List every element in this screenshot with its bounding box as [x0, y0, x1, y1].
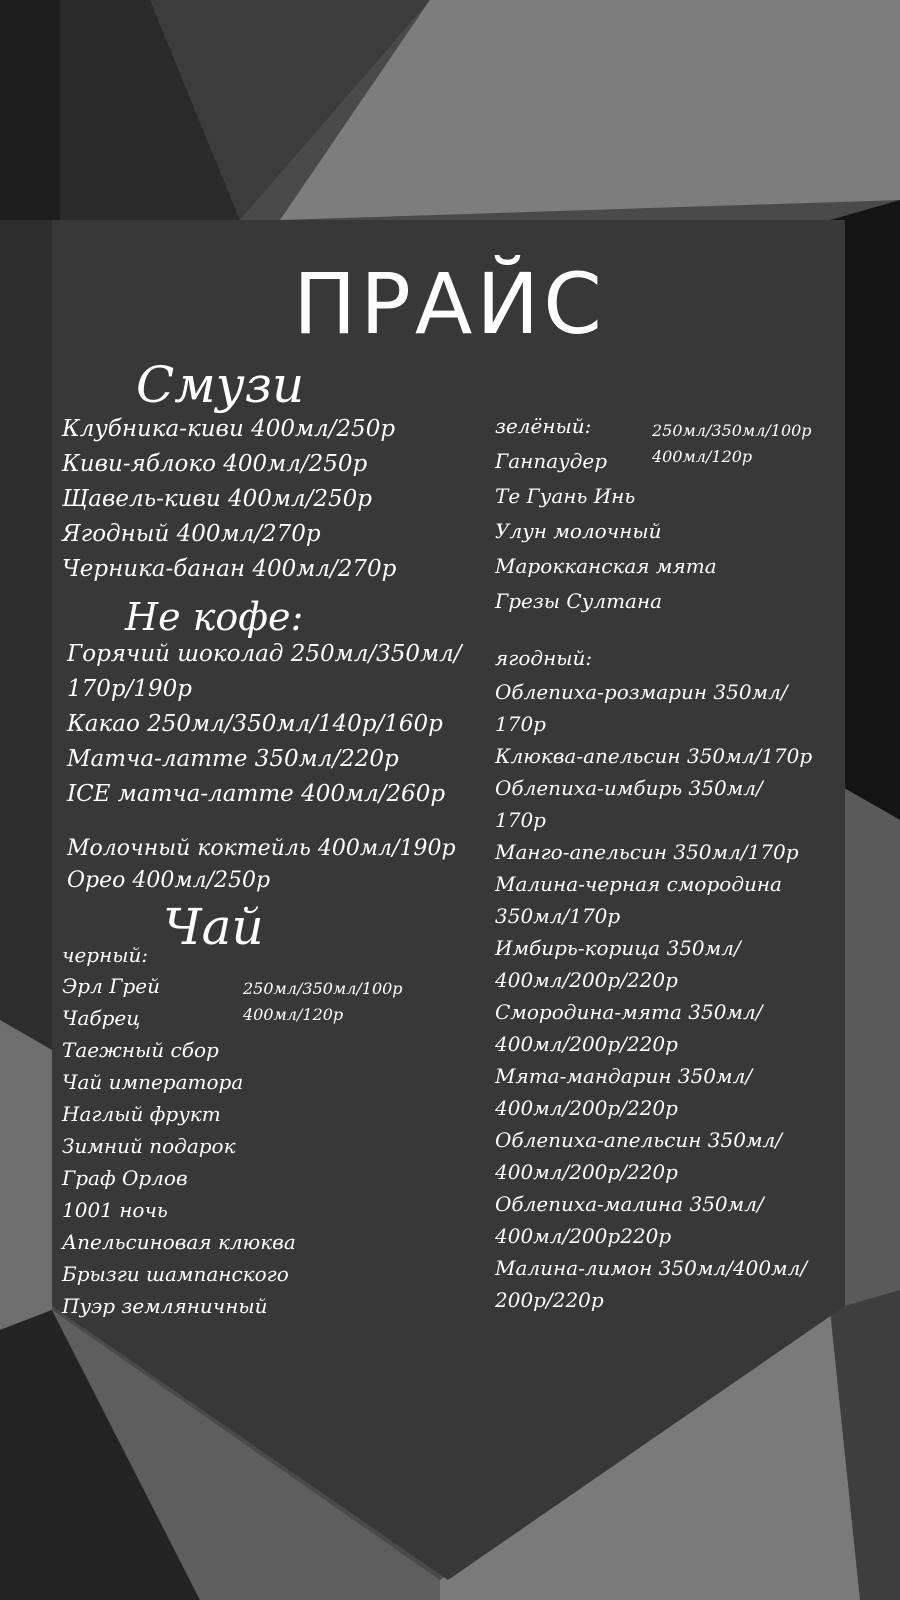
list-item: Чабрец — [62, 1006, 141, 1030]
list-item: 170р — [495, 712, 546, 736]
list-item: Облепиха-имбирь 350мл/ — [495, 776, 763, 800]
list-item: Щавель-киви 400мл/250р — [62, 486, 372, 512]
list-item: Горячий шоколад 250мл/350мл/ — [67, 641, 462, 667]
list-item: 1001 ночь — [62, 1198, 168, 1222]
list-item: Смородина-мята 350мл/ — [495, 1000, 763, 1024]
list-item: ICE матча-латте 400мл/260р — [67, 781, 446, 807]
list-item: Зимний подарок — [62, 1134, 236, 1158]
price-line: 400мл/120р — [243, 1005, 344, 1024]
green-tea-label: зелёный: — [495, 414, 592, 438]
price-line: 250мл/350мл/100р — [652, 421, 812, 440]
list-item: Какао 250мл/350мл/140р/160р — [67, 711, 443, 737]
list-item: Те Гуань Инь — [495, 484, 636, 508]
page-title: ПРАЙС — [293, 255, 606, 353]
berry-tea-label: ягодный: — [495, 646, 593, 670]
list-item: Манго-апельсин 350мл/170р — [495, 840, 799, 864]
list-item: Грезы Султана — [495, 589, 663, 613]
list-item: 170р — [495, 808, 546, 832]
list-item: 400мл/200р/220р — [495, 968, 678, 992]
price-line: 250мл/350мл/100р — [243, 979, 403, 998]
list-item: Имбирь-корица 350мл/ — [495, 936, 741, 960]
smoothies-list — [62, 418, 396, 593]
list-item: 170р/190р — [67, 676, 192, 702]
list-item: Чай императора — [62, 1070, 244, 1094]
list-item: Апельсиновая клюква — [62, 1230, 296, 1254]
list-item: Облепиха-розмарин 350мл/ — [495, 680, 788, 704]
list-item: Брызги шампанского — [62, 1262, 289, 1286]
list-item: Марокканская мята — [495, 554, 717, 578]
list-item: Матча-латте 350мл/220р — [67, 746, 399, 772]
list-item: Киви-яблоко 400мл/250р — [62, 451, 368, 477]
berry-tea-list — [495, 682, 812, 1322]
list-item: Молочный коктейль 400мл/190р — [67, 836, 456, 861]
list-item: 400мл/200р220р — [495, 1224, 672, 1248]
list-item: Наглый фрукт — [62, 1102, 221, 1126]
list-item: Малина-черная смородина — [495, 872, 782, 896]
list-item: Черника-банан 400мл/270р — [62, 556, 397, 582]
not-coffee-list — [67, 643, 461, 818]
green-tea-list — [495, 451, 717, 626]
list-item: Облепиха-апельсин 350мл/ — [495, 1128, 783, 1152]
list-item: Облепиха-малина 350мл/ — [495, 1192, 764, 1216]
not-coffee-extra-list — [67, 838, 456, 902]
list-item: Мята-мандарин 350мл/ — [495, 1064, 753, 1088]
black-tea-label: черный: — [62, 943, 149, 967]
black-tea-list — [62, 976, 296, 1328]
list-item: Ганпаудер — [495, 449, 608, 473]
list-item: 400мл/200р/220р — [495, 1160, 678, 1184]
list-item: Ягодный 400мл/270р — [62, 521, 321, 547]
list-item: Эрл Грей — [62, 974, 160, 998]
tea-heading: Чай — [163, 898, 264, 956]
list-item: Орео 400мл/250р — [67, 868, 271, 893]
black-tea-prices — [243, 976, 403, 1028]
list-item: Таежный сбор — [62, 1038, 219, 1062]
list-item: Клубника-киви 400мл/250р — [62, 416, 396, 442]
list-item: Граф Орлов — [62, 1166, 188, 1190]
list-item: Малина-лимон 350мл/400мл/ — [495, 1256, 808, 1280]
list-item: 400мл/200р/220р — [495, 1032, 678, 1056]
list-item: 400мл/200р/220р — [495, 1096, 678, 1120]
list-item: Улун молочный — [495, 519, 662, 543]
not-coffee-heading: Не кофе: — [125, 595, 304, 639]
list-item: 200р/220р — [495, 1288, 604, 1312]
list-item: 350мл/170р — [495, 904, 621, 928]
list-item: Пуэр земляничный — [62, 1294, 268, 1318]
smoothies-heading: Смузи — [136, 356, 305, 414]
list-item: Клюква-апельсин 350мл/170р — [495, 744, 813, 768]
price-line: 400мл/120р — [652, 447, 753, 466]
